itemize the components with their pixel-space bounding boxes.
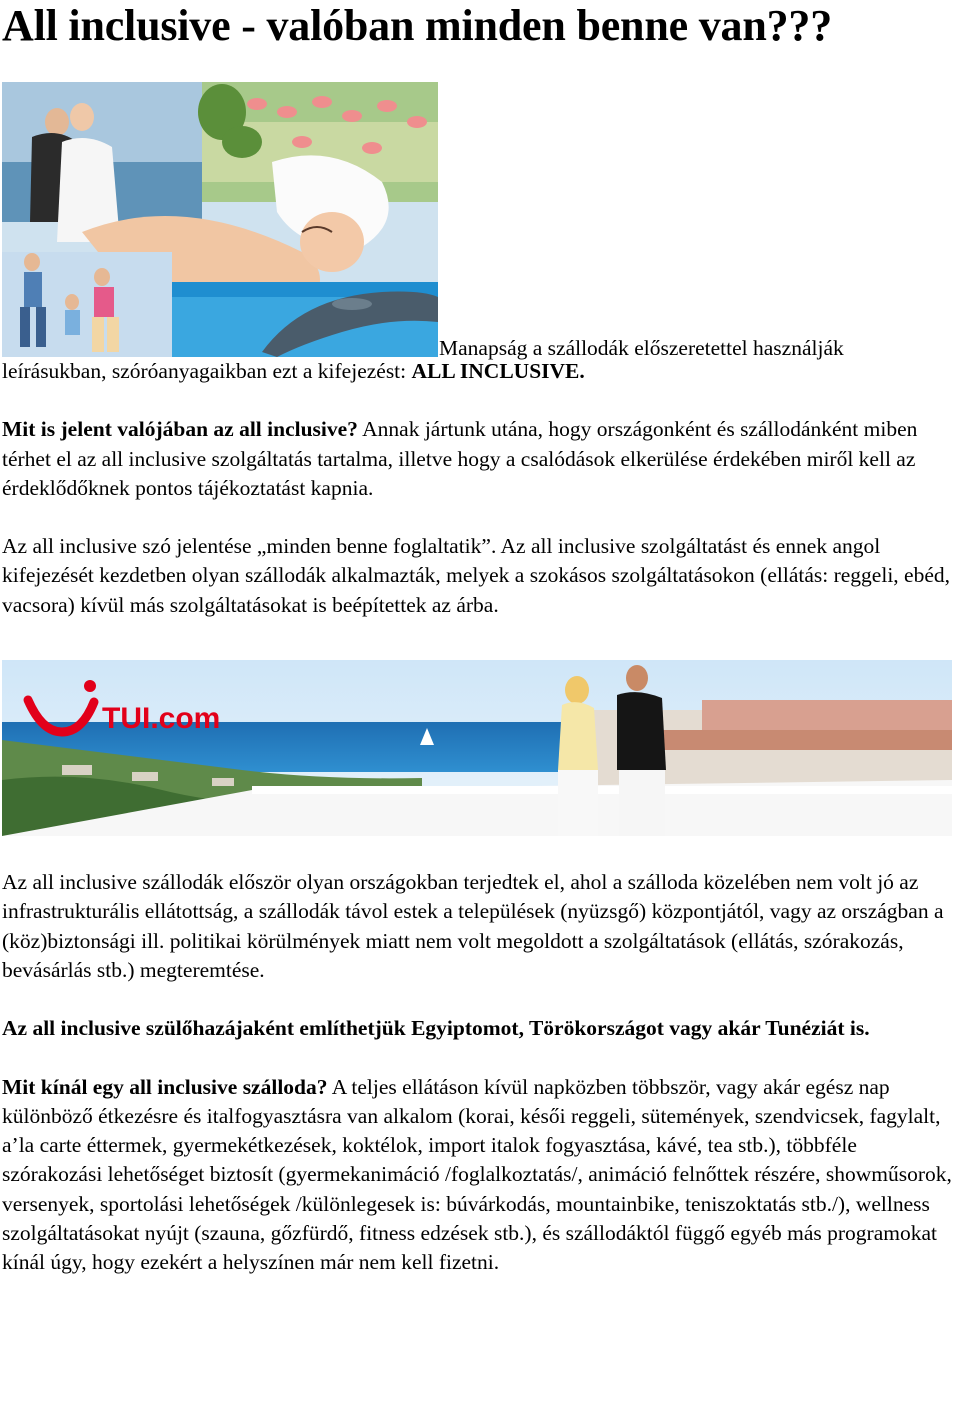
paragraph-1-text: Annak jártunk utána, hogy országonként és szállodánként miben térhet el az all inclusive szolgáltatás tartalma, illetve hogy a csalódások elkerülése érdekében miről kell az érdeklődőknek pontos tájékoztatást kapnia. (2, 417, 918, 500)
holiday-collage-image (2, 82, 438, 357)
paragraph-1 (2, 415, 958, 503)
paragraph-4 (2, 1014, 958, 1043)
paragraph-4-bold: Az all inclusive szülőhazájaként említhetjük Egyiptomot, Törökországot vagy akár Tunéziát is. (2, 1016, 870, 1041)
paragraph-3: Az all inclusive szállodák először olyan országokban terjedtek el, ahol a szálloda közelében nem volt jó az infrastrukturális ellátottság, a szállodák távol estek a települések (nyüzsgő) központjától, vagy az országban a (köz)biztonsági ill. politikai körülmények miatt nem volt megoldott a szolgáltatások (ellátás, szórakozás, bevásárlás stb.) megteremtése. (2, 870, 944, 982)
intro-line2-bold: ALL INCLUSIVE. (411, 359, 585, 383)
page-title: All inclusive - valóban minden benne van??? (2, 1, 832, 50)
paragraph-2: Az all inclusive szó jelentése „minden benne foglaltatik”. Az all inclusive szolgáltatást és ennek angol kifejezését kezdetben olyan szállodák alkalmazták, melyek a szokásos szolgáltatásokon (ellátás: reggeli, ebéd, vacsora) kívül más szolgáltatásokat is beépítettek az árba. (2, 534, 951, 617)
paragraph-1-lead: Mit is jelent valójában az all inclusive? (2, 417, 358, 442)
document-page (2, 0, 958, 1278)
paragraph-5-text: A teljes ellátáson kívül napközben többször, vagy akár egész nap különböző étkezésre és italfogyasztásra van alkalom (korai, késői reggeli, sütemények, szendvicsek, fagylalt, a’la carte éttermek, gyermekétkezések, koktélok, import italok fogyasztása, kávé, tea stb.), többféle szórakozási lehetőséget biztosít (gyermekanimáció /foglalkoztatás/, animáció felnőttek részére, showműsorok, versenyek, sportolási lehetőségek /különlegesek is: búvárkodás, mountainbike, teniszoktatás stb./), wellness szolgáltatásokat nyújt (szauna, gőzfürdő, fitness edzések stb.), és szállodáktól függő egyéb más programokat kínál úgy, hogy ezekért a helyszínen már nem kell fizetni. (2, 1074, 952, 1275)
tui-banner-image (2, 660, 952, 836)
paragraph-5-lead: Mit kínál egy all inclusive szálloda? (2, 1074, 328, 1099)
tui-logo-text: TUI.com (102, 702, 221, 736)
paragraph-5 (2, 1073, 958, 1278)
intro-line2-text: leírásukban, szóróanyagaikban ezt a kifejezést: (2, 359, 412, 383)
intro-text-tail: Manapság a szállodák előszeretettel használják (439, 335, 844, 360)
intro-block (2, 82, 958, 360)
